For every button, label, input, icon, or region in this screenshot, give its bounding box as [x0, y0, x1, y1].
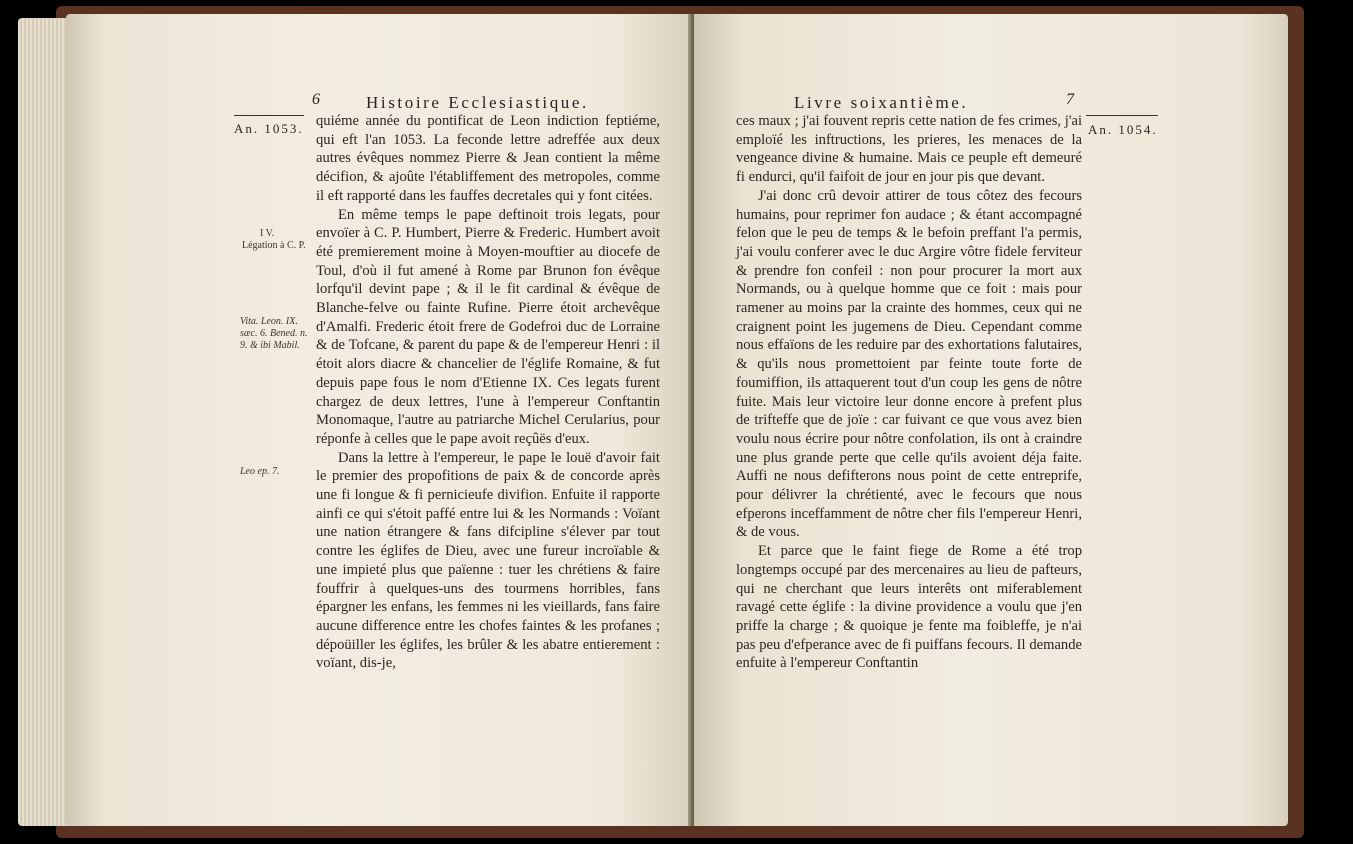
- page-edges: [18, 18, 70, 826]
- paragraph: En même temps le pape deftinoit trois legats, pour envoïer à C. P. Humbert, Pierre & Frederic. Humbert avoit été premierement moine à Moyen-mouftier au diocefe de Toul, d'où il fut amené à Rome par Brunon fon évêque lorfqu'il devint pape ; & il le fit cardinal & évêque de Blanche-felve ou fainte Rufine. Pierre étoit archevêque d'Amalfi. Frederic étoit frere de Godefroi duc de Lorraine & de Tofcane, & parent du pape & de l'empereur Henri : il étoit alors diacre & chancelier de l'églife Romaine, & fut depuis pape fous le nom d'Etienne IX. Ces legats furent chargez de deux lettres, l'une à l'empereur Conftantin Monomaque, l'autre au patriarche Michel Cerularius, pour réponfe à celles que le pape avoit reçûës d'eux.: [316, 206, 660, 447]
- left-running-head: Histoire Ecclesiastique.: [366, 93, 589, 112]
- left-year-rule: [234, 115, 304, 116]
- paragraph: J'ai donc crû devoir attirer de tous côtez des fecours humains, pour reprimer fon audace ; & étant accompagné felon que le peu de temps & le befoin preffant l'a permis, j'ai voulu conferer avec le duc Argire vôtre fidele ferviteur & prendre fon confeil : non pour procurer la mort aux Normands, ou à quelque homme que ce foit : mais pour ramener au moins par la crainte des hommes, ceux qui ne craignent point les jugemens de Dieu. Cependant comme nous effaïons de les reduire par des exhortations falutaires, & qu'ils nous promettoient par feinte toute forte de foumiffion, ils attaquerent tout d'un coup les gens de nôtre fuite. Mais leur victoire leur donne encore à prefent plus de trifteffe que de joïe : car fuivant ce que vous avez bien voulu nous écrire pour nôtre confolation, ils ont à craindre une plus grande perte que celle qu'ils avoient déja faite. Auffi ne nous defifterons nous point de cette entreprife, pour délivrer la chrétienté, avec le fecours que nous efperons inceffamment de nôtre cher fils l'empereur Henri, & de vous.: [736, 187, 1082, 541]
- right-body-text: [736, 112, 1082, 673]
- paragraph: ces maux ; j'ai fouvent repris cette nation de fes crimes, j'ai emploïé les inftructions, les prieres, les menaces de la vengeance divine & humaine. Mais ce peuple eft demeuré fi endurci, qu'il faifoit de jour en jour pis que devant.: [736, 113, 1082, 186]
- right-page: [694, 14, 1288, 826]
- left-year-note: An. 1053.: [234, 121, 304, 136]
- paragraph: quiéme année du pontificat de Leon indiction feptiéme, qui eft l'an 1053. La feconde lettre adreffée aux deux autres évêques nommez Pierre & Jean contient la même décifion, & ajoûte l'établiffement des metropoles, comme il eft rapporté dans les fauffes decretales qui y font citées.: [316, 113, 660, 204]
- left-page: [66, 14, 690, 826]
- right-running-head: Livre soixantième.: [794, 93, 969, 112]
- left-body-text: [316, 112, 660, 673]
- right-page-number: 7: [1066, 91, 1074, 108]
- right-year-rule: [1086, 115, 1158, 116]
- margin-note-section: I V.: [260, 228, 275, 239]
- margin-note-legation: Légation à C. P.: [242, 240, 306, 251]
- margin-note-letter: Leo ep. 7.: [240, 466, 280, 477]
- paragraph: Et parce que le faint fiege de Rome a été trop longtemps occupé par des mercenaires au lieu de pafteurs, qui ne cherchant que leurs interêts ont miferablement ravagé cette églife : la divine providence a voulu que j'en priffe la charge ; & quoique je fente ma foibleffe, je n'ai pas peu d'efperance avec de fi puiffans fecours. Il demande enfuite à l'empereur Conftantin: [736, 543, 1082, 672]
- paragraph: Dans la lettre à l'empereur, le pape le louë d'avoir fait le premier des propofitions de paix & de concorde après une fi longue & fi pernicieufe divifion. Enfuite il rapporte ainfi ce qui s'étoit paffé entre lui & les Normands : Voïant une nation étrangere & fans difcipline s'élever par tout contre les églifes de Dieu, avec une fureur incroïable & une impieté plus que païenne : tuer les chrétiens & faire fouffrir à quelques-uns des tourmens horribles, fans épargner les enfans, les femmes ni les vieillards, fans faire aucune difference entre les chofes faintes & les profanes ; dépoüiller les églifes, les brûler & les abatre entierement : voïant, dis-je,: [316, 449, 660, 672]
- right-year-note: An. 1054.: [1088, 122, 1158, 137]
- margin-note-citation: Vita. Leon. IX. sæc. 6. Bened. n. 9. & ibi Mabil.: [240, 316, 308, 351]
- left-page-number: 6: [312, 91, 320, 108]
